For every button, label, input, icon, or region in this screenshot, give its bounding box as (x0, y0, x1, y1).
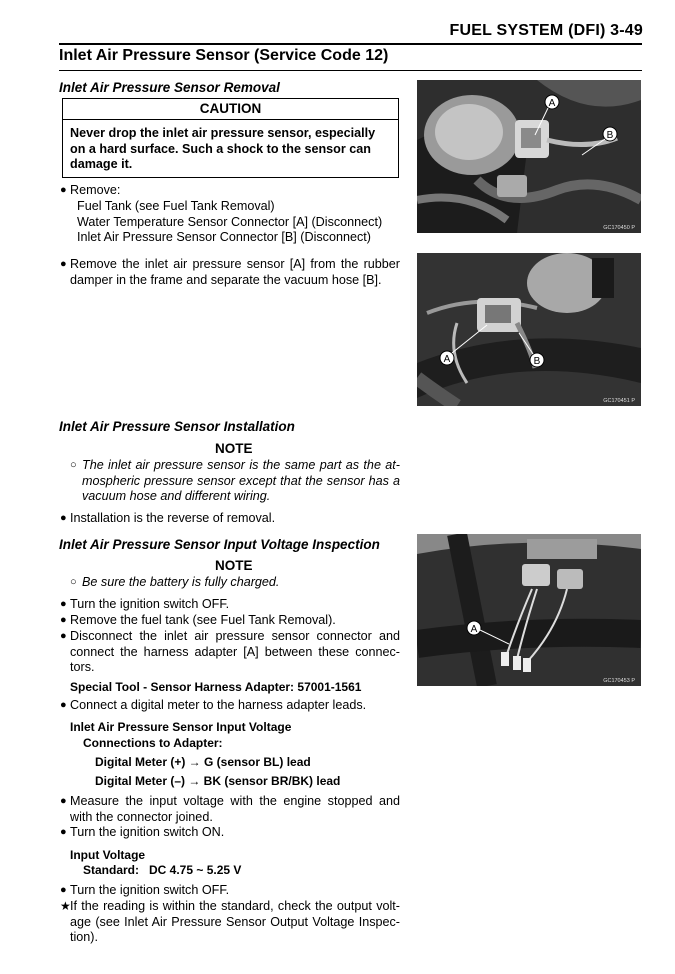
bullet-icon: ● (60, 598, 67, 610)
removal-step: Remove the inlet air pressure sensor [A] from the rubber damper in the frame and separate the vacuum hose [B]. (70, 257, 400, 287)
caution-text: Never drop the inlet air pressure sensor, especially on a hard surface. Such a shock to the sensor can damage it. (70, 126, 376, 171)
spec-minus-lead: Digital Meter (–) → BK (sensor BR/BK) lead (95, 774, 341, 788)
star-note: If the reading is within the standard, check the output volt-age (see Inlet Air Pressure Sensor Output Voltage Inspec-tion). (70, 899, 400, 944)
spec-connections: Connections to Adapter: (83, 736, 223, 750)
label-a: A (470, 624, 478, 635)
inspection-step: Turn the ignition switch ON. (70, 825, 225, 839)
remove-item: Inlet Air Pressure Sensor Connector [B] (Disconnect) (77, 230, 371, 244)
note-circle-icon: ○ (70, 576, 77, 588)
note-text: Be sure the battery is fully charged. (82, 575, 280, 589)
caution-title: CAUTION (63, 99, 398, 120)
label-b: B (606, 130, 614, 141)
photo-harness-adapter-illustration (417, 534, 641, 686)
note-title: NOTE (215, 441, 253, 456)
title-rule (59, 70, 642, 71)
label-a: A (443, 354, 451, 365)
note-circle-icon: ○ (70, 459, 77, 471)
special-tool: Special Tool - Sensor Harness Adapter: 57001-1561 (70, 680, 362, 694)
removal-heading: Inlet Air Pressure Sensor Removal (59, 80, 280, 95)
inspection-step: Disconnect the inlet air pressure sensor connector and connect the harness adapter [A] between these connec-tors. (70, 629, 400, 674)
note-text: The inlet air pressure sensor is the same part as the at-mospheric pressure sensor except that the sensor has a vacuum hose and different wiring. (82, 458, 400, 503)
bullet-icon: ● (60, 699, 67, 711)
note-title: NOTE (215, 558, 253, 573)
bullet-icon: ● (60, 630, 67, 642)
inspection-heading: Inlet Air Pressure Sensor Input Voltage Inspection (59, 537, 380, 552)
label-b: B (533, 356, 541, 367)
photo-code: GC170451 P (603, 398, 635, 404)
photo-code: GC170453 P (603, 678, 635, 684)
photo-sensor-connectors (417, 80, 641, 233)
inspection-step: Connect a digital meter to the harness adapter leads. (70, 698, 367, 712)
photo-sensor-connectors-illustration (417, 80, 641, 233)
bullet-icon: ● (60, 884, 67, 896)
bullet-icon: ● (60, 184, 67, 196)
spec-title: Inlet Air Pressure Sensor Input Voltage (70, 720, 292, 734)
remove-item: Fuel Tank (see Fuel Tank Removal) (77, 199, 275, 213)
inspection-step: Turn the ignition switch OFF. (70, 883, 230, 897)
bullet-icon: ● (60, 614, 67, 626)
inspection-step: Remove the fuel tank (see Fuel Tank Removal). (70, 613, 336, 627)
installation-heading: Inlet Air Pressure Sensor Installation (59, 419, 295, 434)
installation-step: Installation is the reverse of removal. (70, 511, 276, 525)
header-rule (59, 43, 642, 45)
inspection-step: Measure the input voltage with the engine stopped and with the connector joined. (70, 794, 400, 824)
input-voltage-standard: Standard: DC 4.75 ~ 5.25 V (83, 863, 242, 877)
input-voltage-title: Input Voltage (70, 848, 146, 862)
page-header: FUEL SYSTEM (DFI) 3-49 (449, 22, 643, 39)
star-icon: ★ (60, 899, 71, 913)
bullet-icon: ● (60, 258, 67, 270)
caution-box (62, 98, 399, 178)
photo-sensor-removal (417, 253, 641, 406)
photo-sensor-removal-illustration (417, 253, 641, 406)
spec-plus-lead: Digital Meter (+) → G (sensor BL) lead (95, 755, 311, 769)
section-title: Inlet Air Pressure Sensor (Service Code 12) (59, 47, 389, 64)
label-a: A (548, 98, 556, 109)
remove-label: Remove: (70, 183, 121, 197)
bullet-icon: ● (60, 512, 67, 524)
bullet-icon: ● (60, 795, 67, 807)
photo-harness-adapter (417, 534, 641, 686)
remove-item: Water Temperature Sensor Connector [A] (Disconnect) (77, 215, 383, 229)
bullet-icon: ● (60, 826, 67, 838)
inspection-step: Turn the ignition switch OFF. (70, 597, 230, 611)
photo-code: GC170450 P (603, 225, 635, 231)
